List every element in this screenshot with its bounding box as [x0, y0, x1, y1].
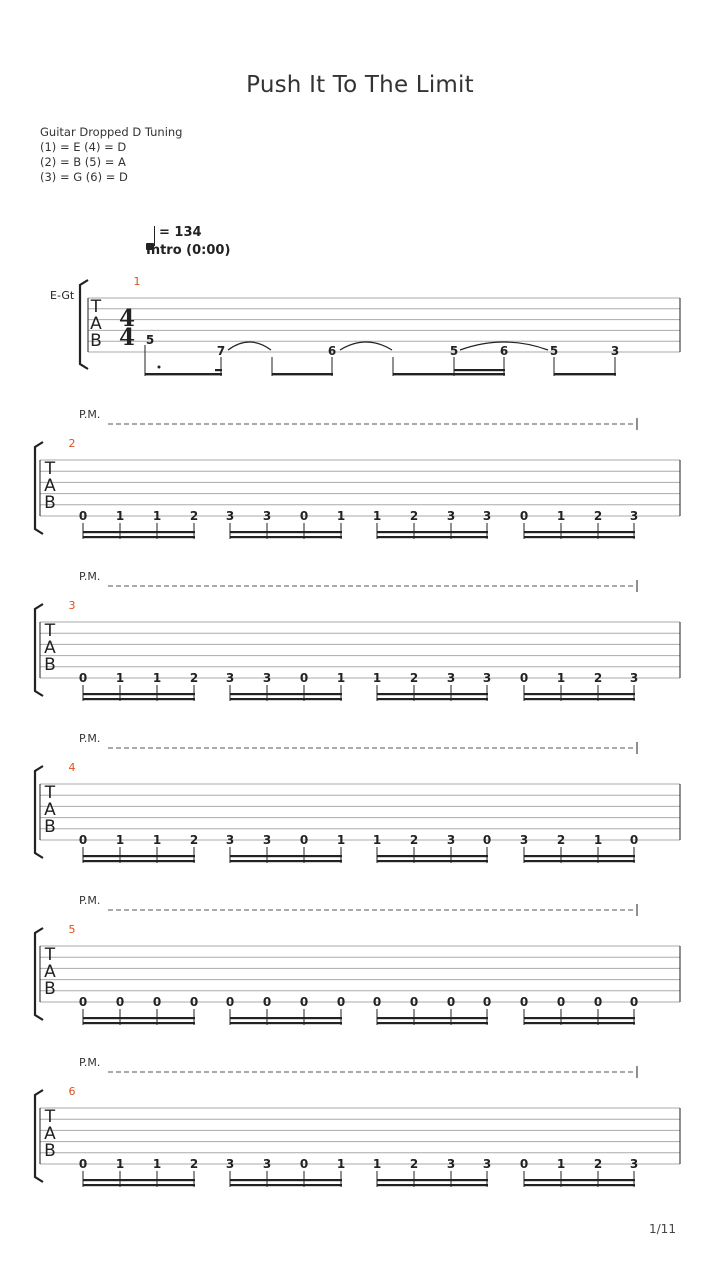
section-label: Intro (0:00)	[146, 243, 231, 258]
fret-number: 1	[152, 833, 162, 847]
tab-clef-letter: A	[44, 638, 56, 658]
fret-number: 0	[519, 671, 529, 685]
note-beam	[83, 536, 195, 538]
measure-number: 4	[68, 761, 76, 774]
fret-number: 3	[446, 833, 456, 847]
fret-number: 0	[299, 1157, 309, 1171]
note-beam	[145, 373, 222, 375]
fret-number: 5	[449, 344, 459, 358]
fret-number: 3	[225, 1157, 235, 1171]
note-beam	[230, 855, 342, 857]
fret-number: 1	[556, 509, 566, 523]
tuning-line: (3) = G (6) = D	[40, 170, 128, 184]
fret-number: 1	[115, 1157, 125, 1171]
fret-number: 0	[299, 995, 309, 1009]
note-beam	[230, 531, 342, 533]
fret-number: 0	[189, 995, 199, 1009]
note-beam	[377, 1022, 488, 1024]
fret-number: 3	[482, 671, 492, 685]
tab-clef-letter: T	[90, 297, 102, 317]
fret-number: 3	[225, 671, 235, 685]
fret-number: 2	[409, 1157, 419, 1171]
page-number: 1/11	[649, 1222, 676, 1236]
fret-number: 2	[409, 671, 419, 685]
fret-number: 1	[372, 1157, 382, 1171]
tab-clef-letter: T	[44, 459, 56, 479]
fret-number: 0	[409, 995, 419, 1009]
tab-clef-letter: T	[44, 621, 56, 641]
fret-number: 0	[372, 995, 382, 1009]
note-beam	[454, 369, 505, 371]
tab-clef-letter: B	[44, 979, 56, 999]
fret-number: 0	[78, 509, 88, 523]
fret-number: 1	[336, 509, 346, 523]
note-beam	[377, 1184, 488, 1186]
note-beam	[230, 1179, 342, 1181]
tie-arc	[228, 342, 271, 350]
palm-mute-label: P.M.	[79, 1056, 101, 1069]
tab-clef-letter: T	[44, 945, 56, 965]
fret-number: 1	[336, 833, 346, 847]
tab-clef-letter: A	[44, 962, 56, 982]
tab-clef-letter: B	[44, 655, 56, 675]
fret-number: 1	[556, 1157, 566, 1171]
fret-number: 2	[593, 671, 603, 685]
tab-clef-letter: A	[44, 476, 56, 496]
fret-number: 1	[152, 671, 162, 685]
tuning-line: (1) = E (4) = D	[40, 140, 127, 154]
note-beam	[554, 373, 616, 375]
fret-number: 0	[519, 509, 529, 523]
fret-number: 1	[372, 671, 382, 685]
fret-number: 3	[629, 509, 639, 523]
fret-number: 0	[446, 995, 456, 1009]
fret-number: 3	[482, 509, 492, 523]
note-beam	[83, 1184, 195, 1186]
fret-number: 0	[593, 995, 603, 1009]
fret-number: 2	[189, 833, 199, 847]
palm-mute-label: P.M.	[79, 408, 101, 421]
note-beam	[230, 1022, 342, 1024]
fret-number: 1	[336, 1157, 346, 1171]
tempo-prefix: =	[159, 225, 175, 240]
note-beam	[377, 860, 488, 862]
note-beam	[230, 1184, 342, 1186]
fret-number: 3	[519, 833, 529, 847]
note-beam	[524, 693, 635, 695]
note-beam	[524, 531, 635, 533]
note-beam	[377, 855, 488, 857]
fret-number: 0	[225, 995, 235, 1009]
fret-number: 2	[409, 509, 419, 523]
palm-mute-label: P.M.	[79, 570, 101, 583]
dotted-note-dot	[158, 366, 161, 369]
fret-number: 2	[409, 833, 419, 847]
fret-number: 1	[152, 509, 162, 523]
note-beam	[524, 855, 635, 857]
palm-mute-label: P.M.	[79, 732, 101, 745]
fret-number: 0	[629, 995, 639, 1009]
note-beam	[272, 373, 333, 375]
tab-clef-letter: T	[44, 1107, 56, 1127]
tab-clef-letter: B	[44, 1141, 56, 1161]
fret-number: 0	[482, 995, 492, 1009]
note-beam	[524, 698, 635, 700]
note-beam	[230, 1017, 342, 1019]
fret-number: 1	[372, 509, 382, 523]
tab-clef-letter: B	[44, 493, 56, 513]
fret-number: 3	[225, 509, 235, 523]
tab-clef-letter: A	[90, 314, 102, 334]
fret-number: 3	[446, 509, 456, 523]
note-beam	[83, 860, 195, 862]
fret-number: 0	[78, 671, 88, 685]
tuning-line: (2) = B (5) = A	[40, 155, 126, 169]
note-beam	[377, 1017, 488, 1019]
fret-number: 3	[262, 833, 272, 847]
staff-bracket	[80, 280, 88, 369]
tab-clef-letter: B	[90, 331, 102, 351]
fret-number: 0	[115, 995, 125, 1009]
note-beam	[524, 860, 635, 862]
fret-number: 1	[115, 509, 125, 523]
tab-clef-letter: T	[44, 783, 56, 803]
fret-number: 2	[189, 509, 199, 523]
fret-number: 0	[299, 509, 309, 523]
measure-number: 5	[68, 923, 76, 936]
tie-arc	[340, 342, 392, 350]
fret-number: 6	[327, 344, 337, 358]
fret-number: 6	[499, 344, 509, 358]
note-beam	[83, 1017, 195, 1019]
note-beam	[215, 369, 222, 371]
note-beam	[524, 536, 635, 538]
fret-number: 1	[115, 833, 125, 847]
note-beam	[524, 1179, 635, 1181]
note-beam	[83, 698, 195, 700]
fret-number: 7	[216, 344, 226, 358]
fret-number: 1	[556, 671, 566, 685]
note-beam	[377, 536, 488, 538]
fret-number: 3	[262, 1157, 272, 1171]
tuning-header: Guitar Dropped D Tuning	[40, 125, 183, 139]
instrument-label: E-Gt	[50, 289, 75, 302]
staff-bracket	[35, 766, 43, 858]
note-beam	[230, 698, 342, 700]
measure-number: 3	[68, 599, 76, 612]
fret-number: 0	[336, 995, 346, 1009]
fret-number: 5	[549, 344, 559, 358]
fret-number: 0	[556, 995, 566, 1009]
note-beam	[377, 531, 488, 533]
note-beam	[524, 1017, 635, 1019]
note-beam	[83, 855, 195, 857]
note-beam	[83, 1022, 195, 1024]
fret-number: 2	[593, 1157, 603, 1171]
fret-number: 3	[262, 671, 272, 685]
note-beam	[524, 1022, 635, 1024]
fret-number: 3	[629, 1157, 639, 1171]
fret-number: 0	[262, 995, 272, 1009]
staff-bracket	[35, 928, 43, 1020]
fret-number: 3	[225, 833, 235, 847]
staff-bracket	[35, 442, 43, 534]
measure-number: 2	[68, 437, 76, 450]
note-beam	[230, 536, 342, 538]
tempo-value: 134	[174, 225, 202, 240]
fret-number: 0	[78, 1157, 88, 1171]
note-beam	[377, 693, 488, 695]
staff-bracket	[35, 604, 43, 696]
note-beam	[83, 1179, 195, 1181]
fret-number: 2	[189, 671, 199, 685]
fret-number: 1	[115, 671, 125, 685]
fret-number: 2	[189, 1157, 199, 1171]
measure-number: 1	[133, 275, 141, 288]
note-beam	[83, 693, 195, 695]
note-beam	[377, 698, 488, 700]
tab-clef-letter: A	[44, 1124, 56, 1144]
fret-number: 1	[593, 833, 603, 847]
fret-number: 2	[556, 833, 566, 847]
fret-number: 0	[78, 833, 88, 847]
time-signature-denominator: 4	[118, 324, 136, 351]
fret-number: 0	[482, 833, 492, 847]
fret-number: 0	[629, 833, 639, 847]
fret-number: 3	[262, 509, 272, 523]
tab-clef-letter: A	[44, 800, 56, 820]
fret-number: 2	[593, 509, 603, 523]
fret-number: 0	[519, 995, 529, 1009]
fret-number: 0	[299, 671, 309, 685]
song-title: Push It To The Limit	[246, 72, 474, 98]
fret-number: 0	[152, 995, 162, 1009]
fret-number: 3	[482, 1157, 492, 1171]
fret-number: 1	[336, 671, 346, 685]
note-beam	[230, 860, 342, 862]
palm-mute-label: P.M.	[79, 894, 101, 907]
note-beam	[524, 1184, 635, 1186]
fret-number: 3	[629, 671, 639, 685]
fret-number: 0	[78, 995, 88, 1009]
staff-bracket	[35, 1090, 43, 1182]
measure-number: 6	[68, 1085, 76, 1098]
note-beam	[83, 531, 195, 533]
fret-number: 3	[446, 671, 456, 685]
fret-number: 3	[446, 1157, 456, 1171]
fret-number: 1	[372, 833, 382, 847]
time-signature-numerator: 4	[118, 305, 136, 332]
note-beam	[393, 373, 505, 375]
tab-clef-letter: B	[44, 817, 56, 837]
note-beam	[230, 693, 342, 695]
fret-number: 1	[152, 1157, 162, 1171]
note-beam	[377, 1179, 488, 1181]
fret-number: 5	[145, 333, 155, 347]
fret-number: 3	[610, 344, 620, 358]
fret-number: 0	[299, 833, 309, 847]
fret-number: 0	[519, 1157, 529, 1171]
